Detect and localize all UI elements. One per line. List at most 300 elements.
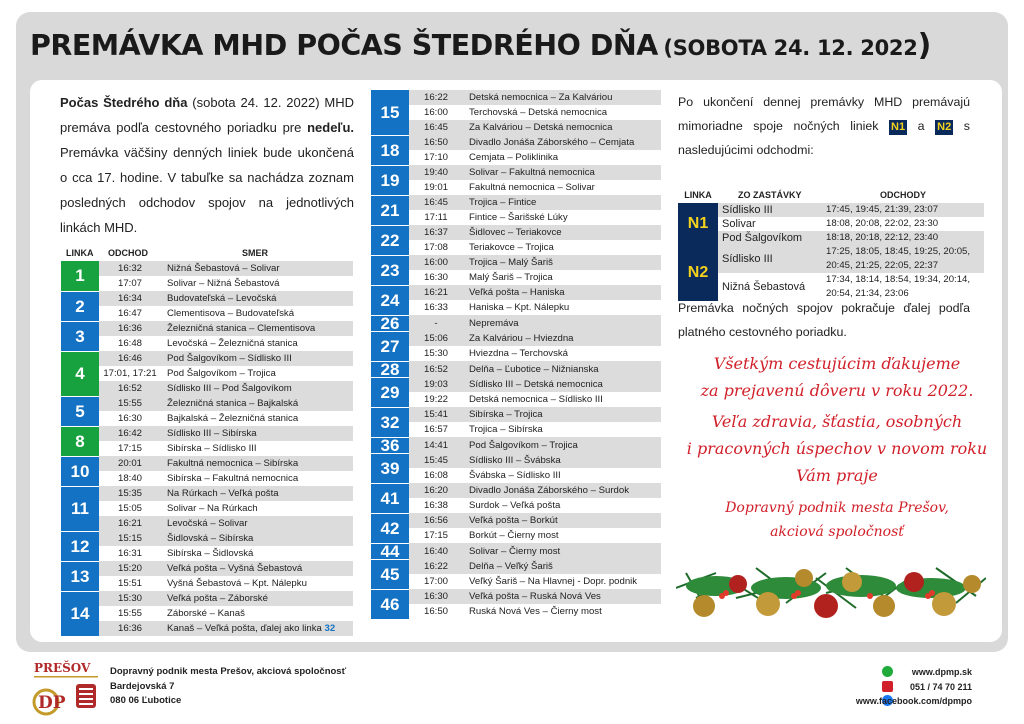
title-paren: ) <box>917 28 932 63</box>
direction <box>161 516 353 531</box>
departure-time: 16:30 <box>423 272 448 283</box>
footer-phone: 051 / 74 70 211 <box>909 682 972 692</box>
direction-text: Surdok – Veľká pošta <box>469 500 561 511</box>
intro-bold-sunday: nedeľu. <box>307 120 354 135</box>
departure-time: 15:55 <box>117 608 142 619</box>
page-title <box>30 28 1000 72</box>
direction-text: Veľký Šariš – Na Hlavnej - Dopr. podnik <box>469 576 638 587</box>
departure-time: 15:20 <box>99 561 161 576</box>
table-row <box>61 561 353 576</box>
direction <box>463 150 661 165</box>
line-number-badge: 2 <box>61 291 99 321</box>
direction <box>161 591 353 606</box>
direction <box>463 468 661 483</box>
direction-text: Sibírska – Trojica <box>469 409 543 420</box>
table-row <box>371 498 661 513</box>
direction-text: Sibírska – Sídlisko III <box>167 443 257 454</box>
direction-text: Za Kalváriou – Hviezdna <box>469 333 574 344</box>
direction-text: Solivar – Na Rúrkach <box>167 503 258 514</box>
table-row <box>371 240 661 255</box>
header-linka: LINKA <box>66 248 94 258</box>
direction-text: Záborské – Kanaš <box>167 608 245 619</box>
departure-time: 16:20 <box>409 483 463 498</box>
table-row <box>61 501 353 516</box>
table-row <box>61 456 353 471</box>
night-outro: Premávka nočných spojov pokračuje ďalej podľa platného cestovného poriadku. <box>678 301 970 339</box>
line-number-badge: 11 <box>61 486 99 531</box>
line-number-badge: 18 <box>371 135 409 165</box>
direction-text: Bajkalská – Železničná stanica <box>167 413 299 424</box>
direction-text: Detská nemocnica – Za Kalváriou <box>469 92 613 103</box>
wishes-line-1: Veľa zdravia, šťastia, osobných <box>711 412 963 431</box>
title-main: PREMÁVKA MHD POČAS ŠTEDRÉHO DŇA <box>30 29 658 62</box>
signature-line-2: akciová spoločnosť <box>770 524 904 540</box>
direction-text: Trojica – Fintice <box>469 197 537 208</box>
table-row <box>371 361 661 377</box>
departure-time: 17:07 <box>117 278 142 289</box>
night-header-stop: ZO ZASTÁVKY <box>738 190 802 200</box>
logo-dp-letters: DP <box>38 693 66 713</box>
night-row <box>678 245 984 273</box>
direction-text: Sídlisko III – Detská nemocnica <box>469 379 603 390</box>
line-number-badge: 5 <box>61 396 99 426</box>
direction <box>463 559 661 574</box>
direction <box>161 306 353 321</box>
departure-time: 16:21 <box>99 516 161 531</box>
direction <box>463 543 661 559</box>
night-departures: 17:45, 19:45, 21:39, 23:07 <box>822 203 984 217</box>
direction-text: Vyšná Šebastová – Kpt. Nálepku <box>167 578 307 589</box>
departure-time: 16:47 <box>117 308 142 319</box>
direction <box>161 276 353 291</box>
table-row <box>371 559 661 574</box>
departure-time: 19:01 <box>423 182 448 193</box>
web-icon <box>882 666 893 677</box>
direction <box>463 180 661 195</box>
header-odchod: ODCHOD <box>108 248 148 258</box>
line-number-badge: 46 <box>371 589 409 619</box>
direction <box>463 528 661 543</box>
line-number-badge: 42 <box>371 513 409 543</box>
direction <box>161 561 353 576</box>
direction <box>463 437 661 453</box>
direction-text: Delňa – Veľký Šariš <box>469 561 553 572</box>
table-row <box>61 321 353 336</box>
direction <box>161 456 353 471</box>
departure-time: 16:45 <box>409 195 463 210</box>
departure-time: 15:15 <box>99 531 161 546</box>
table-row <box>61 276 353 291</box>
direction-text: Šidlovská – Sibírska <box>167 533 254 544</box>
direction <box>463 453 661 468</box>
direction <box>463 407 661 422</box>
direction-text: Budovateľská – Levočská <box>167 293 277 304</box>
line-number-badge: 32 <box>371 407 409 437</box>
departure-time: 15:30 <box>99 591 161 606</box>
night-row <box>678 217 984 231</box>
logo-text: PREŠOV <box>34 661 91 675</box>
direction-text: Levočská – Solivar <box>167 518 248 529</box>
direction <box>463 240 661 255</box>
night-intro-and: a <box>907 119 936 133</box>
direction-text: Teriakovce – Trojica <box>469 242 554 253</box>
direction <box>463 422 661 437</box>
line-number-badge: 4 <box>61 351 99 396</box>
table-row <box>371 422 661 437</box>
line-number-badge: 8 <box>61 426 99 456</box>
line-number-badge: 1 <box>61 261 99 291</box>
table-row <box>371 543 661 559</box>
departure-time: 16:00 <box>409 255 463 270</box>
direction-text: Solivar – Fakultná nemocnica <box>469 167 595 178</box>
departure-time: 16:57 <box>423 424 448 435</box>
departure-time: 15:41 <box>409 407 463 422</box>
table-row <box>371 300 661 315</box>
direction-text: Delňa – Ľubotice – Nižnianska <box>469 363 599 375</box>
direction <box>463 574 661 589</box>
departure-time: 16:45 <box>409 120 463 135</box>
departure-time: 16:56 <box>409 513 463 528</box>
direction-text: Levočská – Železničná stanica <box>167 338 298 349</box>
timetable-middle <box>371 90 661 620</box>
night-stop: Nižná Šebastová <box>722 281 806 293</box>
direction <box>161 321 353 336</box>
direction <box>161 501 353 516</box>
direction-text: Cemjata – Poliklinika <box>469 152 559 163</box>
line-number-badge: 39 <box>371 453 409 483</box>
departure-time: 16:30 <box>117 413 142 424</box>
direction <box>161 396 353 411</box>
table-row <box>371 225 661 240</box>
table-row <box>371 392 661 407</box>
direction-text: Malý Šariš – Trojica <box>469 272 553 283</box>
line-number-badge: 15 <box>371 90 409 135</box>
table-row <box>61 486 353 501</box>
night-row <box>678 203 984 217</box>
thanks-line-1: Všetkým cestujúcim ďakujeme <box>713 354 961 373</box>
direction-text: Železničná stanica – Bajkalská <box>167 398 299 409</box>
direction <box>161 621 353 636</box>
footer-facebook[interactable]: www.facebook.com/dpmpo <box>855 696 972 706</box>
direction <box>463 604 661 619</box>
direction-text: Sibírska – Fakultná nemocnica <box>167 473 299 484</box>
direction <box>463 331 661 346</box>
table-row <box>371 180 661 195</box>
direction <box>463 377 661 392</box>
departure-time: 15:30 <box>423 348 448 359</box>
departure-time: 17:08 <box>423 242 448 253</box>
departure-time: 16:50 <box>423 606 448 617</box>
direction-text: Terchovská – Detská nemocnica <box>469 107 608 118</box>
direction-text: Nepremáva <box>469 317 519 329</box>
signature-line-1: Dopravný podnik mesta Prešov, <box>725 500 949 516</box>
table-row <box>371 165 661 180</box>
direction-text: Fintice – Šarišské Lúky <box>469 212 568 223</box>
direction <box>463 498 661 513</box>
departure-time: 16:38 <box>423 500 448 511</box>
table-row <box>371 483 661 498</box>
departure-time: 16:22 <box>409 559 463 574</box>
direction-text: Železničná stanica – Clementisova <box>167 323 316 334</box>
table-row <box>371 210 661 225</box>
departure-time: 16:52 <box>409 361 463 377</box>
departure-time: 16:36 <box>99 321 161 336</box>
line-number-badge: 23 <box>371 255 409 285</box>
direction-text: Sídlisko III – Švábska <box>469 455 561 466</box>
footer-street: Bardejovská 7 <box>110 681 175 692</box>
direction <box>463 105 661 120</box>
departure-time: 15:06 <box>409 331 463 346</box>
night-stop: Sídlisko III <box>718 203 822 217</box>
direction <box>463 300 661 315</box>
table-row <box>61 606 353 621</box>
line-number-badge: 27 <box>371 331 409 361</box>
direction <box>463 392 661 407</box>
table-row <box>61 516 353 531</box>
table-row <box>371 589 661 604</box>
direction <box>161 381 353 396</box>
line-number-badge: 29 <box>371 377 409 407</box>
departure-time: 16:50 <box>409 135 463 150</box>
direction <box>161 441 353 456</box>
table-row <box>371 437 661 453</box>
direction <box>161 336 353 351</box>
direction-text: Borkút – Čierny most <box>469 530 559 541</box>
departure-time: 20:01 <box>99 456 161 471</box>
departure-time: 14:41 <box>409 437 463 453</box>
departure-time: 19:22 <box>423 394 448 405</box>
table-row <box>61 441 353 456</box>
line-number-badge: 26 <box>371 315 409 331</box>
departure-time: 16:36 <box>99 621 161 636</box>
line-number-badge: 45 <box>371 559 409 589</box>
direction-text: Švábska – Sídlisko III <box>469 470 561 481</box>
table-row <box>371 346 661 361</box>
table-row <box>61 546 353 561</box>
line-number-badge: 12 <box>61 531 99 561</box>
line-number-badge: 3 <box>61 321 99 351</box>
line-number-badge: 22 <box>371 225 409 255</box>
wishes-line-2: i pracovných úspechov v novom roku <box>686 439 988 458</box>
night-departures: 18:18, 20:18, 22:12, 23:40 <box>822 231 984 245</box>
table-row <box>61 576 353 591</box>
direction-text: Solivar – Nižná Šebastová <box>167 278 280 289</box>
direction <box>161 291 353 306</box>
direction-text: Na Rúrkach – Veľká pošta <box>167 488 279 499</box>
night-departures: 18:08, 20:08, 22:02, 23:30 <box>826 218 939 229</box>
table-row <box>371 453 661 468</box>
footer-city: 080 06 Ľubotice <box>110 695 182 706</box>
direction-text: Sídlisko III – Pod Šalgovíkom <box>167 383 292 394</box>
direction <box>463 165 661 180</box>
direction <box>161 411 353 426</box>
departure-time: 16:48 <box>117 338 142 349</box>
table-row <box>371 468 661 483</box>
direction-text: Clementisova – Budovateľská <box>167 308 295 319</box>
table-row <box>61 471 353 486</box>
departure-time: 16:40 <box>409 543 463 559</box>
departure-time: 15:35 <box>99 486 161 501</box>
direction <box>161 351 353 366</box>
table-row <box>61 621 353 636</box>
direction <box>463 513 661 528</box>
direction <box>463 135 661 150</box>
table-row <box>371 377 661 392</box>
direction-text: Šidlovec – Teriakovce <box>469 227 562 238</box>
direction-text: Veľká pošta – Haniska <box>469 287 565 298</box>
night-departures: 17:34, 18:14, 18:54, 19:34, 20:14, 20:54, 21:34, 23:06 <box>826 274 971 299</box>
departure-time: 19:40 <box>409 165 463 180</box>
departure-time: 16:21 <box>409 285 463 300</box>
table-row <box>371 120 661 135</box>
direction <box>463 346 661 361</box>
departure-time: 15:45 <box>409 453 463 468</box>
table-row <box>371 135 661 150</box>
table-row <box>61 426 353 441</box>
thanks-line-2: za prejavenú dôveru v roku 2022. <box>700 381 974 400</box>
departure-time: 15:55 <box>99 396 161 411</box>
departure-time: 16:00 <box>423 107 448 118</box>
line-number-badge: 41 <box>371 483 409 513</box>
night-departures: 17:25, 18:05, 18:45, 19:25, 20:05, 20:45, 21:25, 22:05, 22:37 <box>822 245 984 273</box>
table-row <box>371 331 661 346</box>
line-number-badge: 10 <box>61 456 99 486</box>
table-row <box>61 531 353 546</box>
table-row <box>371 285 661 300</box>
direction-text: Pod Šalgovíkom – Sídlisko III <box>167 353 292 364</box>
line-number-badge: 44 <box>371 543 409 559</box>
direction-text: Pod Šalgovíkom – Trojica <box>167 368 276 379</box>
departure-time: 19:03 <box>409 377 463 392</box>
departure-time: 16:32 <box>99 261 161 276</box>
direction-text: Solivar – Čierny most <box>469 545 561 557</box>
departure-time: 16:08 <box>423 470 448 481</box>
night-intro-end: s nasledujúcimi odchodmi: <box>678 119 970 157</box>
night-header-departures: ODCHODY <box>879 190 926 200</box>
night-intro <box>678 90 970 162</box>
direction-text: Veľká pošta – Záborské <box>167 593 268 604</box>
wishes-line-3: Vám praje <box>796 466 878 485</box>
timetable-left <box>61 261 353 637</box>
departure-time: 17:15 <box>117 443 142 454</box>
thanks-message <box>672 350 1002 404</box>
intro-text: (sobota 24. 12. 2022) MHD premáva podľa cestovného poriadku pre <box>60 95 354 135</box>
direction <box>463 225 661 240</box>
night-stop: Solivar <box>722 218 756 230</box>
night-stop: Pod Šalgovíkom <box>718 231 822 245</box>
direction-text: Veľká pošta – Borkút <box>469 515 558 526</box>
direction-text: Trojica – Malý Šariš <box>469 257 553 268</box>
table-row <box>61 351 353 366</box>
night-timetable <box>678 187 984 301</box>
direction <box>463 483 661 498</box>
table-row <box>371 513 661 528</box>
night-line-badge: N2 <box>678 245 718 301</box>
departure-time: 16:30 <box>409 589 463 604</box>
footer-web[interactable]: www.dpmp.sk <box>911 667 972 677</box>
direction-text: Divadlo Jonáša Záborského – Surdok <box>469 485 629 496</box>
direction <box>161 366 353 381</box>
departure-time: 16:42 <box>99 426 161 441</box>
intro-paragraph <box>60 90 354 240</box>
departure-time: 16:31 <box>117 548 142 559</box>
departure-time: 17:11 <box>424 212 448 223</box>
departure-time: 17:01, 17:21 <box>103 368 157 379</box>
direction-text: Pod Šalgovíkom – Trojica <box>469 439 578 451</box>
direction <box>161 426 353 441</box>
departure-time: 16:46 <box>99 351 161 366</box>
night-tag-n1: N1 <box>891 121 906 133</box>
direction-text: Sibírska – Šidlovská <box>167 548 254 559</box>
line-number-badge: 28 <box>371 361 409 377</box>
dpmp-logo <box>32 658 102 718</box>
line-number-badge: 19 <box>371 165 409 195</box>
departure-time: 18:40 <box>117 473 142 484</box>
departure-time: 15:05 <box>117 503 142 514</box>
direction <box>161 576 353 591</box>
table-row <box>371 270 661 285</box>
direction-text: Nižná Šebastová – Solivar <box>167 263 280 274</box>
direction <box>463 195 661 210</box>
table-row <box>61 591 353 606</box>
direction-text: Kanaš – Veľká pošta, ďalej ako linka <box>167 623 325 634</box>
line-number-badge: 36 <box>371 437 409 453</box>
direction <box>463 210 661 225</box>
table-row <box>371 604 661 619</box>
intro-text-2: Premávka väčšiny denných liniek bude ukončená o cca 17. hodine. V tabuľke sa nachádza zoznam posledných odchodov spojov na jednotlivých linkách MHD. <box>60 145 354 235</box>
table-row <box>371 90 661 105</box>
title-date: (SOBOTA 24. 12. 2022 <box>663 36 918 60</box>
direction-text: Detská nemocnica – Sídlisko III <box>469 394 603 405</box>
departure-time: 16:37 <box>409 225 463 240</box>
direction <box>161 261 353 276</box>
direction <box>463 255 661 270</box>
direction <box>161 546 353 561</box>
night-tag-n2: N2 <box>937 121 952 133</box>
christmas-garland-image <box>676 548 986 634</box>
direction <box>463 270 661 285</box>
direction <box>463 90 661 105</box>
direction-text: Sídlisko III – Sibírska <box>167 428 257 439</box>
intro-bold: Počas Štedrého dňa <box>60 95 188 110</box>
direction-text: Divadlo Jonáša Záborského – Cemjata <box>469 137 635 148</box>
direction <box>463 285 661 300</box>
footer-company: Dopravný podnik mesta Prešov, akciová spoločnosť <box>110 666 347 677</box>
departure-time: - <box>409 315 463 331</box>
wishes-message <box>672 408 1002 489</box>
table-row <box>371 407 661 422</box>
direction-text: Za Kalváriou – Detská nemocnica <box>469 122 613 133</box>
line-number-badge: 21 <box>371 195 409 225</box>
table-row <box>61 411 353 426</box>
direction <box>161 486 353 501</box>
night-stop: Sídlisko III <box>718 245 822 273</box>
table-row <box>61 366 353 381</box>
direction <box>463 120 661 135</box>
table-row <box>61 381 353 396</box>
departure-time: 16:22 <box>409 90 463 105</box>
direction <box>463 361 661 377</box>
table-row <box>61 306 353 321</box>
direction <box>463 315 661 331</box>
linked-line-number: 32 <box>324 623 336 634</box>
direction <box>161 606 353 621</box>
line-number-badge: 24 <box>371 285 409 315</box>
line-number-badge: 13 <box>61 561 99 591</box>
signature <box>672 496 1002 544</box>
table-row <box>371 105 661 120</box>
night-intro-text: Po ukončení dennej premávky MHD premávajú mimoriadne spoje nočných liniek <box>678 95 970 133</box>
